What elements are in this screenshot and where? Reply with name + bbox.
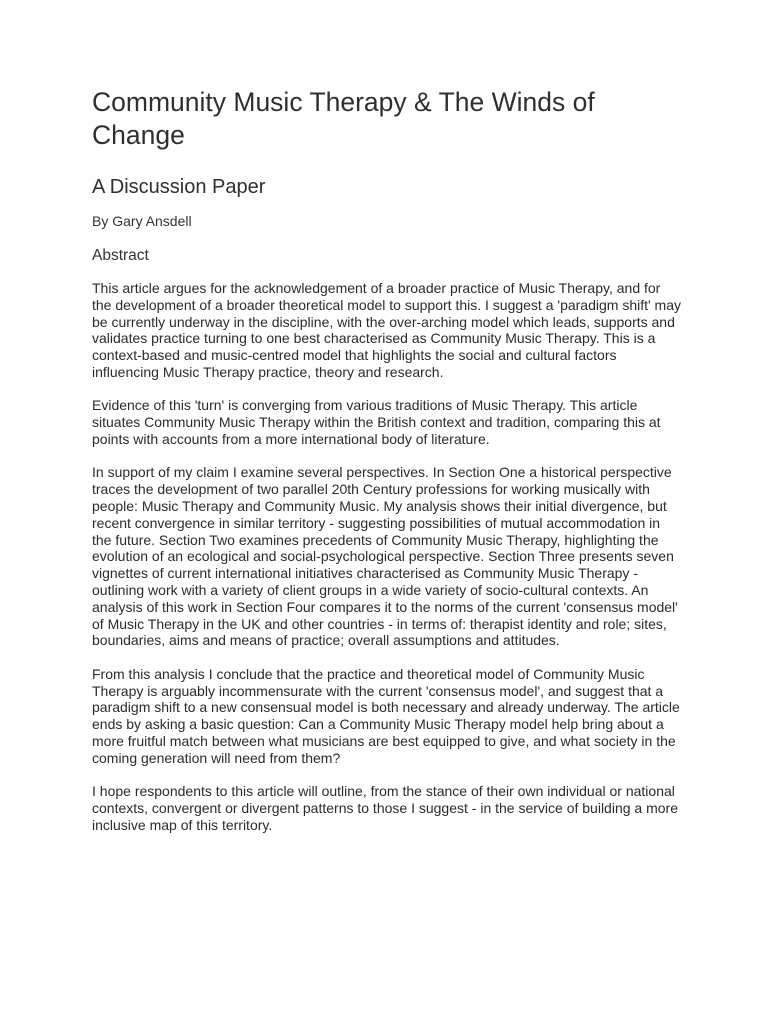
abstract-paragraph-4: From this analysis I conclude that the practice and theoretical model of Community Music Therapy is arguably incommensurate with the current 'consensus model', and suggest that a paradigm shift to a new consensual model is both necessary and already underway. The article ends by asking a basic question: Can a Community Music Therapy model help bring about a more fruitful match between what musicians are best equipped to give, and what society in the coming generation will need from them? <box>92 665 680 766</box>
abstract-paragraph-3: In support of my claim I examine several perspectives. In Section One a historical perspective traces the development of two parallel 20th Century professions for working musically with people: Music Therapy and Community Music. My analysis shows their initial divergence, but recent convergence in similar territory - suggesting possibilities of mutual accommodation in the future. Section Two examines precedents of Community Music Therapy, highlighting the evolution of an ecological and social-psychological perspective. Section Three presents seven vignettes of current international initiatives characterised as Community Music Therapy - outlining work with a variety of client groups in a wide variety of socio-cultural contexts. An analysis of this work in Section Four compares it to the norms of the current 'consensus model' of Music Therapy in the UK and other countries - in terms of: therapist identity and role; sites, boundaries, aims and means of practice; overall assumptions and attitudes. <box>92 464 678 649</box>
abstract-paragraph-5: I hope respondents to this article will outline, from the stance of their own individual or national contexts, convergent or divergent patterns to those I suggest - in the service of building a more inclusive map of this territory. <box>92 783 678 833</box>
document-title: Community Music Therapy & The Winds of Change <box>92 87 595 150</box>
abstract-paragraph-2: Evidence of this 'turn' is converging from various traditions of Music Therapy. This article situates Community Music Therapy within the British context and tradition, comparing this at points with accounts from a more international body of literature. <box>92 397 661 447</box>
document-page <box>92 86 682 850</box>
abstract-heading: Abstract <box>92 247 149 264</box>
abstract-body <box>92 280 682 833</box>
author-byline: By Gary Ansdell <box>92 213 192 229</box>
document-subtitle: A Discussion Paper <box>92 176 266 198</box>
abstract-paragraph-1: This article argues for the acknowledgement of a broader practice of Music Therapy, and for the development of a broader theoretical model to support this. I suggest a 'paradigm shift' may be currently underway in the discipline, with the over-arching model which leads, supports and validates practice turning to one best characterised as Community Music Therapy. This is a context-based and music-centred model that highlights the social and cultural factors influencing Music Therapy practice, theory and research. <box>92 280 682 380</box>
